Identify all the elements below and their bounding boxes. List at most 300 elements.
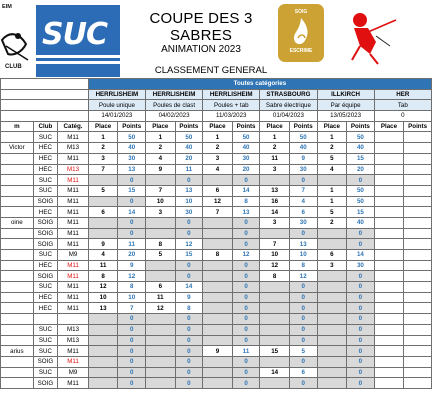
- category-cell: M11: [58, 207, 89, 218]
- points-cell: 0: [289, 335, 317, 346]
- points-cell: 9: [289, 153, 317, 164]
- club-cell: SUC: [33, 132, 58, 143]
- event-format: Poules de clast: [145, 100, 202, 111]
- event-format: Par équipe: [317, 100, 374, 111]
- points-cell: 0: [118, 356, 146, 367]
- table-row: [1, 250, 432, 261]
- event-format-row: [1, 100, 432, 111]
- points-cell: 11: [118, 239, 146, 250]
- event-date: 01/04/2023: [260, 111, 317, 122]
- event-location: HER: [374, 89, 431, 100]
- table-row: [1, 217, 432, 228]
- place-cell: [317, 175, 347, 186]
- table-row: [1, 260, 432, 271]
- col-header-place: Place: [145, 121, 175, 132]
- points-cell: 14: [232, 185, 260, 196]
- points-cell: 40: [118, 143, 146, 154]
- table-row: [1, 324, 432, 335]
- place-cell: [203, 239, 233, 250]
- club-cell: SOIG: [33, 271, 58, 282]
- points-cell: 14: [118, 207, 146, 218]
- points-cell: 0: [118, 175, 146, 186]
- category-cell: M13: [58, 143, 89, 154]
- event-location: STRASBOURG: [260, 89, 317, 100]
- points-cell: 0: [175, 367, 203, 378]
- points-cell: 0: [232, 324, 260, 335]
- place-cell: 6: [317, 250, 347, 261]
- points-cell: 0: [347, 356, 375, 367]
- place-cell: [203, 292, 233, 303]
- place-cell: [260, 324, 290, 335]
- place-cell: [203, 314, 233, 325]
- athlete-name-cell: [1, 335, 34, 346]
- points-cell: 12: [289, 271, 317, 282]
- category-cell: M11: [58, 346, 89, 357]
- table-row: [1, 356, 432, 367]
- club-cell: SUC: [33, 324, 58, 335]
- points-cell: 8: [118, 282, 146, 293]
- place-cell: [374, 250, 404, 261]
- club-cell: HEC: [33, 303, 58, 314]
- column-header-row: [1, 121, 432, 132]
- points-cell: 0: [289, 314, 317, 325]
- event-format: Sabre électrique: [260, 100, 317, 111]
- place-cell: 3: [317, 260, 347, 271]
- category-row: [1, 79, 432, 90]
- table-row: [1, 153, 432, 164]
- place-cell: [374, 217, 404, 228]
- place-cell: 3: [260, 217, 290, 228]
- event-location: ILLKIRCH: [317, 89, 374, 100]
- table-row: [1, 335, 432, 346]
- points-cell: [404, 164, 432, 175]
- place-cell: [203, 356, 233, 367]
- place-cell: [317, 335, 347, 346]
- place-cell: [88, 367, 118, 378]
- place-cell: 3: [88, 153, 118, 164]
- category-cell: M13: [58, 335, 89, 346]
- points-cell: [404, 271, 432, 282]
- place-cell: 7: [88, 164, 118, 175]
- place-cell: [317, 228, 347, 239]
- points-cell: [404, 356, 432, 367]
- points-cell: 0: [347, 303, 375, 314]
- place-cell: [260, 378, 290, 389]
- points-cell: 0: [175, 175, 203, 186]
- points-cell: 0: [175, 335, 203, 346]
- points-cell: [404, 228, 432, 239]
- club-cell: SUC: [33, 250, 58, 261]
- points-cell: 50: [347, 196, 375, 207]
- points-cell: 0: [347, 378, 375, 389]
- place-cell: [88, 314, 118, 325]
- category-cell: M11: [58, 153, 89, 164]
- athlete-name-cell: [1, 185, 34, 196]
- place-cell: [260, 356, 290, 367]
- place-cell: 9: [145, 164, 175, 175]
- club-cell: SUC: [33, 175, 58, 186]
- place-cell: 8: [88, 271, 118, 282]
- club-cell: SUC: [33, 346, 58, 357]
- place-cell: 7: [260, 239, 290, 250]
- points-cell: 6: [289, 207, 317, 218]
- points-cell: 13: [175, 185, 203, 196]
- place-cell: [88, 175, 118, 186]
- points-cell: 11: [232, 346, 260, 357]
- place-cell: [203, 378, 233, 389]
- place-cell: [88, 378, 118, 389]
- points-cell: 0: [118, 228, 146, 239]
- place-cell: 4: [88, 250, 118, 261]
- points-cell: 0: [347, 324, 375, 335]
- points-cell: 0: [118, 378, 146, 389]
- event-format: Poules + tab: [203, 100, 260, 111]
- club-cell: HEC: [33, 153, 58, 164]
- place-cell: [145, 367, 175, 378]
- points-cell: 0: [289, 175, 317, 186]
- place-cell: 1: [317, 132, 347, 143]
- category-cell: M9: [58, 367, 89, 378]
- points-cell: 30: [289, 217, 317, 228]
- place-cell: 10: [88, 292, 118, 303]
- athlete-name-cell: [1, 175, 34, 186]
- points-cell: 0: [175, 314, 203, 325]
- place-cell: [317, 282, 347, 293]
- points-cell: 40: [232, 143, 260, 154]
- points-cell: 30: [347, 260, 375, 271]
- col-header-points: Points: [289, 121, 317, 132]
- place-cell: 7: [145, 185, 175, 196]
- club-cell: HEC: [33, 143, 58, 154]
- place-cell: [317, 303, 347, 314]
- points-cell: [404, 132, 432, 143]
- place-cell: 5: [145, 250, 175, 261]
- place-cell: [317, 367, 347, 378]
- category-cell: M11: [58, 282, 89, 293]
- place-cell: [374, 143, 404, 154]
- place-cell: [145, 324, 175, 335]
- table-row: [1, 175, 432, 186]
- place-cell: 1: [317, 185, 347, 196]
- points-cell: 10: [289, 250, 317, 261]
- place-cell: [374, 356, 404, 367]
- points-cell: 0: [175, 378, 203, 389]
- place-cell: [374, 132, 404, 143]
- club-cell: HEC: [33, 292, 58, 303]
- category-cell: M11: [58, 132, 89, 143]
- athlete-name-cell: [1, 132, 34, 143]
- points-cell: 0: [289, 228, 317, 239]
- place-cell: [145, 271, 175, 282]
- points-cell: [404, 282, 432, 293]
- points-cell: 0: [232, 378, 260, 389]
- suc-logo: [36, 5, 120, 77]
- club-cell: SOIG: [33, 378, 58, 389]
- points-cell: 15: [347, 207, 375, 218]
- points-cell: 30: [118, 153, 146, 164]
- event-date: 14/01/2023: [88, 111, 145, 122]
- place-cell: 1: [317, 196, 347, 207]
- page-subtitle: ANIMATION 2023: [161, 44, 241, 55]
- place-cell: 2: [317, 143, 347, 154]
- athlete-name-cell: [1, 260, 34, 271]
- points-cell: 0: [118, 324, 146, 335]
- col-header-points: Points: [404, 121, 432, 132]
- place-cell: [374, 378, 404, 389]
- place-cell: [317, 346, 347, 357]
- col-header-place: Place: [88, 121, 118, 132]
- place-cell: [145, 314, 175, 325]
- points-cell: 0: [118, 217, 146, 228]
- club-cell: SOIG: [33, 356, 58, 367]
- points-cell: 14: [347, 250, 375, 261]
- points-cell: 4: [289, 196, 317, 207]
- suc-logo-text: SUC: [42, 17, 107, 52]
- points-cell: [404, 346, 432, 357]
- club-cell: HEC: [33, 207, 58, 218]
- points-cell: 0: [118, 314, 146, 325]
- points-cell: 0: [232, 228, 260, 239]
- place-cell: 8: [260, 271, 290, 282]
- place-cell: 6: [203, 185, 233, 196]
- place-cell: 5: [88, 185, 118, 196]
- points-cell: 0: [289, 292, 317, 303]
- points-cell: 14: [175, 282, 203, 293]
- place-cell: 14: [260, 367, 290, 378]
- logo-left-bottom-text: CLUB: [5, 64, 22, 70]
- club-cell: SOIG: [33, 228, 58, 239]
- place-cell: [203, 271, 233, 282]
- points-cell: 5: [289, 346, 317, 357]
- page-title: COUPE DES 3 SABRES: [149, 10, 253, 44]
- place-cell: [374, 239, 404, 250]
- points-cell: 50: [232, 132, 260, 143]
- place-cell: [374, 153, 404, 164]
- col-header-place: Place: [260, 121, 290, 132]
- place-cell: 2: [203, 143, 233, 154]
- points-cell: 0: [232, 314, 260, 325]
- points-cell: 30: [175, 207, 203, 218]
- logo-left-top-text: EIM: [2, 4, 12, 10]
- points-cell: [404, 314, 432, 325]
- points-cell: 0: [232, 271, 260, 282]
- table-row: [1, 314, 432, 325]
- points-cell: 0: [175, 228, 203, 239]
- table-row: [1, 346, 432, 357]
- points-cell: [404, 143, 432, 154]
- athlete-name-cell: [1, 356, 34, 367]
- event-format: Poule unique: [88, 100, 145, 111]
- place-cell: [374, 335, 404, 346]
- place-cell: 5: [317, 207, 347, 218]
- place-cell: [88, 356, 118, 367]
- ranking-table: [0, 78, 432, 389]
- place-cell: 9: [88, 239, 118, 250]
- points-cell: 50: [347, 132, 375, 143]
- points-cell: 20: [232, 164, 260, 175]
- place-cell: 1: [260, 132, 290, 143]
- points-cell: [404, 292, 432, 303]
- place-cell: [260, 292, 290, 303]
- table-row: [1, 282, 432, 293]
- place-cell: [374, 282, 404, 293]
- place-cell: 6: [145, 282, 175, 293]
- col-header-points: Points: [175, 121, 203, 132]
- place-cell: [374, 292, 404, 303]
- points-cell: [404, 324, 432, 335]
- col-header-points: Points: [118, 121, 146, 132]
- col-header-nom: m: [1, 121, 34, 132]
- place-cell: [145, 356, 175, 367]
- place-cell: [260, 282, 290, 293]
- points-cell: 0: [175, 271, 203, 282]
- place-cell: [374, 207, 404, 218]
- points-cell: [404, 207, 432, 218]
- place-cell: 11: [88, 260, 118, 271]
- place-cell: 5: [317, 153, 347, 164]
- points-cell: 0: [232, 217, 260, 228]
- athlete-name-cell: [1, 314, 34, 325]
- place-cell: [145, 378, 175, 389]
- place-cell: [374, 367, 404, 378]
- soig-logo: [278, 4, 324, 62]
- points-cell: 0: [232, 356, 260, 367]
- soig-logo-top-text: SOIG: [294, 9, 308, 15]
- place-cell: [317, 271, 347, 282]
- event-location-row: [1, 89, 432, 100]
- points-cell: 8: [232, 196, 260, 207]
- fencer-icon: [346, 6, 400, 66]
- place-cell: 11: [260, 153, 290, 164]
- event-date: 11/03/2023: [203, 111, 260, 122]
- place-cell: 12: [145, 303, 175, 314]
- club-cell: SOIG: [33, 196, 58, 207]
- category-cell: M11: [58, 260, 89, 271]
- points-cell: 0: [232, 260, 260, 271]
- points-cell: [404, 185, 432, 196]
- points-cell: 40: [289, 143, 317, 154]
- category-cell: M11: [58, 356, 89, 367]
- place-cell: [317, 292, 347, 303]
- category-cell: M11: [58, 239, 89, 250]
- athlete-name-cell: [1, 292, 34, 303]
- col-header-place: Place: [374, 121, 404, 132]
- points-cell: 13: [118, 164, 146, 175]
- place-cell: [88, 196, 118, 207]
- category-cell: M11: [58, 303, 89, 314]
- table-row: [1, 367, 432, 378]
- place-cell: 3: [260, 164, 290, 175]
- place-cell: 7: [203, 207, 233, 218]
- points-cell: 9: [175, 292, 203, 303]
- points-cell: [404, 239, 432, 250]
- col-header-club: Club: [33, 121, 58, 132]
- athlete-name-cell: [1, 153, 34, 164]
- points-cell: 0: [347, 314, 375, 325]
- place-cell: 9: [203, 346, 233, 357]
- table-row: [1, 164, 432, 175]
- place-cell: 1: [145, 132, 175, 143]
- points-cell: 0: [232, 175, 260, 186]
- event-location: HERRLISHEIM: [88, 89, 145, 100]
- category-cell: M13: [58, 164, 89, 175]
- event-format: Tab: [374, 100, 431, 111]
- place-cell: [203, 217, 233, 228]
- points-cell: 20: [347, 164, 375, 175]
- table-row: [1, 303, 432, 314]
- points-cell: 0: [289, 356, 317, 367]
- points-cell: 7: [118, 303, 146, 314]
- place-cell: [260, 303, 290, 314]
- event-date-row: [1, 111, 432, 122]
- place-cell: [145, 260, 175, 271]
- points-cell: [404, 378, 432, 389]
- category-cell: M11: [58, 185, 89, 196]
- points-cell: 0: [289, 378, 317, 389]
- place-cell: [145, 335, 175, 346]
- place-cell: [203, 228, 233, 239]
- place-cell: 8: [145, 239, 175, 250]
- athlete-name-cell: [1, 207, 34, 218]
- place-cell: 10: [260, 250, 290, 261]
- place-cell: 1: [203, 132, 233, 143]
- points-cell: 0: [232, 292, 260, 303]
- points-cell: 12: [175, 239, 203, 250]
- points-cell: 0: [289, 324, 317, 335]
- place-cell: [317, 314, 347, 325]
- athlete-name-cell: [1, 239, 34, 250]
- event-location: HERRLISHEIM: [145, 89, 202, 100]
- place-cell: [317, 239, 347, 250]
- points-cell: 0: [232, 239, 260, 250]
- place-cell: [203, 175, 233, 186]
- event-location: HERRLISHEIM: [203, 89, 260, 100]
- points-cell: 0: [347, 292, 375, 303]
- points-cell: 0: [232, 367, 260, 378]
- points-cell: 7: [289, 185, 317, 196]
- points-cell: 8: [175, 303, 203, 314]
- points-cell: 50: [118, 132, 146, 143]
- table-row: [1, 228, 432, 239]
- points-cell: 50: [289, 132, 317, 143]
- points-cell: 8: [289, 260, 317, 271]
- points-cell: [404, 335, 432, 346]
- table-row: [1, 143, 432, 154]
- place-cell: [88, 324, 118, 335]
- place-cell: 11: [145, 292, 175, 303]
- points-cell: 0: [232, 282, 260, 293]
- points-cell: 0: [347, 282, 375, 293]
- place-cell: [88, 217, 118, 228]
- place-cell: 8: [203, 250, 233, 261]
- place-cell: [145, 346, 175, 357]
- points-cell: 12: [232, 250, 260, 261]
- place-cell: 10: [145, 196, 175, 207]
- athlete-name-cell: oine: [1, 217, 34, 228]
- points-cell: 0: [347, 335, 375, 346]
- club-cell: SUC: [33, 185, 58, 196]
- place-cell: 2: [88, 143, 118, 154]
- place-cell: [374, 196, 404, 207]
- place-cell: [260, 335, 290, 346]
- classement-heading: CLASSEMENT GENERAL: [154, 65, 268, 76]
- soig-logo-bottom-text: ESCRIME: [289, 48, 313, 54]
- points-cell: 15: [118, 185, 146, 196]
- place-cell: [374, 303, 404, 314]
- club-logo-left: [0, 0, 34, 78]
- place-cell: [374, 228, 404, 239]
- points-cell: 0: [347, 346, 375, 357]
